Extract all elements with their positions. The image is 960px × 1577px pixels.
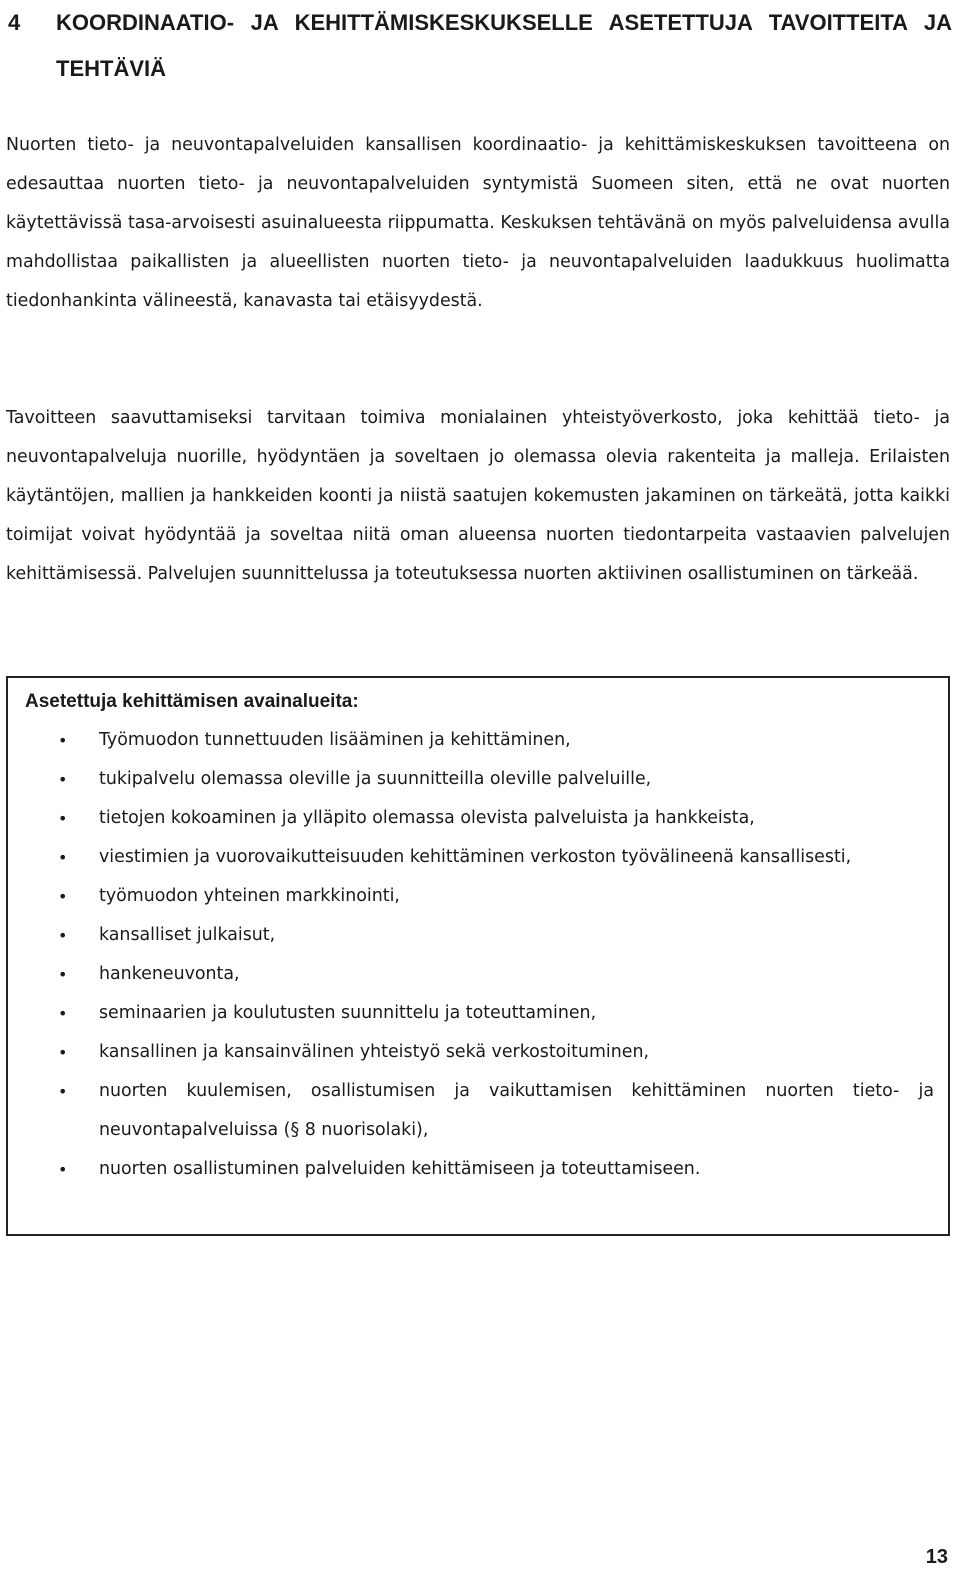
section-title: KOORDINAATIO- JA KEHITTÄMISKESKUKSELLE ASETETTUJA TAVOITTEITA JA TEHTÄVIÄ xyxy=(56,10,952,81)
list-item-text: kansallinen ja kansainvälinen yhteistyö sekä verkostoituminen, xyxy=(99,1042,650,1062)
bullet-icon: • xyxy=(58,887,68,906)
bullet-icon: • xyxy=(58,848,68,867)
paragraph-1: Nuorten tieto- ja neuvontapalveluiden kansallisen koordinaatio- ja kehittämiskeskuksen tavoitteena on edesauttaa nuorten tieto- ja neuvontapalveluiden syntymistä Suomeen siten, että ne ovat nuorten käytettävissä tasa-arvoisesti asuinalueesta riippumatta. Keskuksen tehtävänä on myös palveluidensa avulla mahdollistaa paikallisten ja alueellisten nuorten tieto- ja neuvontapalveluiden laadukkuus huolimatta tiedonhankinta välineestä, kanavasta tai etäisyydestä. xyxy=(6,135,950,311)
bullet-icon: • xyxy=(58,809,68,828)
list-item-text: tukipalvelu olemassa oleville ja suunnitteilla oleville palveluille, xyxy=(99,769,652,789)
list-item xyxy=(8,760,948,799)
page-number: 13 xyxy=(925,1546,948,1568)
list-item-text: työmuodon yhteinen markkinointi, xyxy=(99,886,400,906)
key-areas-title: Asetettuja kehittämisen avainalueita: xyxy=(25,691,359,712)
bullet-icon: • xyxy=(58,1160,68,1179)
list-item xyxy=(8,916,948,955)
list-item-text: viestimien ja vuorovaikutteisuuden kehittäminen verkoston työvälineenä kansallisesti, xyxy=(99,847,852,867)
list-item-text: seminaarien ja koulutusten suunnittelu ja toteuttaminen, xyxy=(99,1003,597,1023)
list-item xyxy=(8,721,948,760)
list-item-text: Työmuodon tunnettuuden lisääminen ja kehittäminen, xyxy=(99,730,571,750)
section-heading xyxy=(8,0,952,92)
list-item xyxy=(8,877,948,916)
list-item xyxy=(8,1150,948,1189)
bullet-icon: • xyxy=(58,731,68,750)
list-item-text: tietojen kokoaminen ja ylläpito olemassa olevista palveluista ja hankkeista, xyxy=(99,808,755,828)
list-item xyxy=(8,1033,948,1072)
bullet-icon: • xyxy=(58,926,68,945)
list-item-text: nuorten osallistuminen palveluiden kehittämiseen ja toteuttamiseen. xyxy=(99,1159,701,1179)
list-item-text: kansalliset julkaisut, xyxy=(99,925,276,945)
bullet-icon: • xyxy=(58,965,68,984)
list-item xyxy=(8,994,948,1033)
key-areas-list xyxy=(8,721,948,1189)
key-areas-box xyxy=(6,676,950,1236)
list-item-text: nuorten kuulemisen, osallistumisen ja vaikuttamisen kehittäminen nuorten tieto- ja neuvontapalveluissa (§ 8 nuorisolaki), xyxy=(99,1081,934,1140)
list-item xyxy=(8,1072,948,1150)
section-number: 4 xyxy=(8,10,21,35)
bullet-icon: • xyxy=(58,1043,68,1062)
bullet-icon: • xyxy=(58,1004,68,1023)
list-item xyxy=(8,838,948,877)
bullet-icon: • xyxy=(58,1082,68,1101)
list-item xyxy=(8,799,948,838)
bullet-icon: • xyxy=(58,770,68,789)
list-item-text: hankeneuvonta, xyxy=(99,964,240,984)
list-item xyxy=(8,955,948,994)
paragraph-2: Tavoitteen saavuttamiseksi tarvitaan toimiva monialainen yhteistyöverkosto, joka kehittää tieto- ja neuvontapalveluja nuorille, hyödyntäen ja soveltaen jo olemassa olevia rakenteita ja malleja. Erilaisten käytäntöjen, mallien ja hankkeiden koonti ja niistä saatujen kokemusten jakaminen on tärkeätä, jotta kaikki toimijat voivat hyödyntää ja soveltaa niitä oman alueensa nuorten tiedontarpeita vastaavien palvelujen kehittämisessä. Palvelujen suunnittelussa ja toteutuksessa nuorten aktiivinen osallistuminen on tärkeää. xyxy=(6,408,950,584)
